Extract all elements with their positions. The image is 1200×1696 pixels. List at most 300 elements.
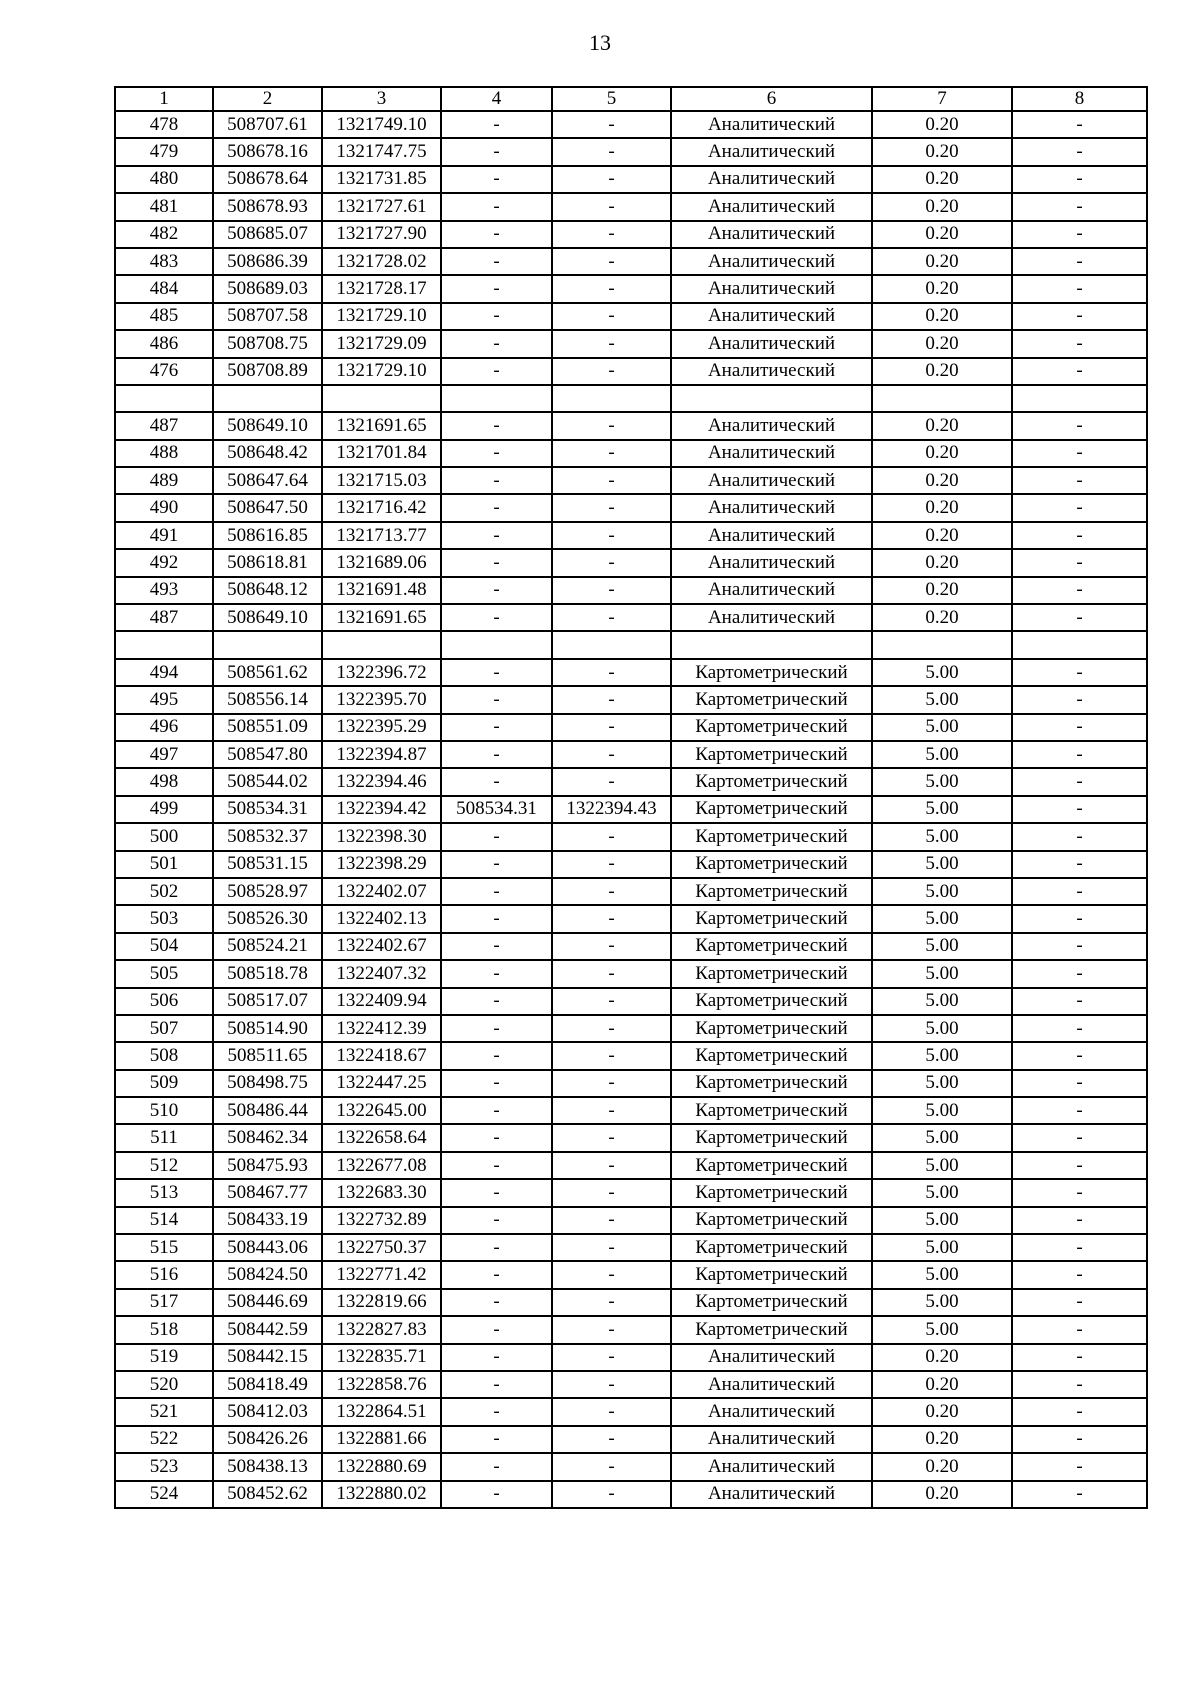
table-cell-col-6: Картометрический (671, 1097, 872, 1124)
table-cell-col-6: Картометрический (671, 1042, 872, 1069)
table-cell-col-6: Аналитический (671, 248, 872, 275)
table-cell-col-6: Картометрический (671, 1015, 872, 1042)
table-cell-col-2: 508551.09 (213, 714, 322, 741)
table-cell-col-3: 1321715.03 (322, 467, 441, 494)
table-cell-col-4: - (441, 1426, 552, 1453)
table-cell-col-8: - (1012, 659, 1147, 686)
table-row (115, 248, 1147, 275)
table-cell-col-8: - (1012, 960, 1147, 987)
column-header-4: 4 (441, 87, 552, 111)
table-cell-col-8: - (1012, 604, 1147, 631)
table-cell-col-5: - (552, 275, 671, 302)
table-cell-col-7 (872, 631, 1012, 658)
table-cell-col-7: 5.00 (872, 1070, 1012, 1097)
table-cell-col-2: 508442.15 (213, 1344, 322, 1371)
table-row (115, 686, 1147, 713)
table-cell-col-7: 0.20 (872, 522, 1012, 549)
table-cell-col-5: - (552, 604, 671, 631)
table-cell-col-4: - (441, 1097, 552, 1124)
table-cell-col-4: - (441, 111, 552, 138)
table-cell-col-3: 1322394.42 (322, 796, 441, 823)
table-cell-col-7: 0.20 (872, 166, 1012, 193)
table-cell-col-2: 508446.69 (213, 1289, 322, 1316)
table-cell-col-4: - (441, 714, 552, 741)
table-cell-col-2: 508528.97 (213, 878, 322, 905)
table-cell-col-8: - (1012, 412, 1147, 439)
column-header-6: 6 (671, 87, 872, 111)
table-cell-col-2: 508547.80 (213, 741, 322, 768)
table-cell-col-7: 5.00 (872, 851, 1012, 878)
coordinates-table (114, 86, 1148, 1509)
table-cell-col-2: 508511.65 (213, 1042, 322, 1069)
table-cell-col-8: - (1012, 494, 1147, 521)
table-row (115, 1316, 1147, 1343)
table-row (115, 303, 1147, 330)
table-cell-col-1: 480 (115, 166, 213, 193)
table-cell-col-4: - (441, 988, 552, 1015)
table-cell-col-5: - (552, 111, 671, 138)
table-cell-col-8: - (1012, 549, 1147, 576)
table-cell-col-7: 5.00 (872, 1289, 1012, 1316)
table-row (115, 741, 1147, 768)
table-cell-col-2: 508707.61 (213, 111, 322, 138)
table-cell-col-7: 5.00 (872, 686, 1012, 713)
table-cell-col-7: 5.00 (872, 933, 1012, 960)
table-cell-col-6: Картометрический (671, 714, 872, 741)
table-cell-col-3: 1322398.29 (322, 851, 441, 878)
table-cell-col-5: - (552, 1316, 671, 1343)
table-row (115, 1344, 1147, 1371)
table-cell-col-5: - (552, 1124, 671, 1151)
table-cell-col-1: 491 (115, 522, 213, 549)
table-cell-col-3: 1321729.10 (322, 358, 441, 385)
table-row (115, 221, 1147, 248)
table-cell-col-5 (552, 631, 671, 658)
table-cell-col-7: 5.00 (872, 741, 1012, 768)
table-cell-col-7: 0.20 (872, 303, 1012, 330)
table-row (115, 577, 1147, 604)
table-cell-col-5: - (552, 1289, 671, 1316)
table-cell-col-6: Аналитический (671, 1426, 872, 1453)
table-cell-col-5: - (552, 1344, 671, 1371)
table-cell-col-5: - (552, 1152, 671, 1179)
table-cell-col-8: - (1012, 878, 1147, 905)
table-cell-col-1: 505 (115, 960, 213, 987)
table-cell-col-3: 1322394.46 (322, 768, 441, 795)
table-cell-col-5: - (552, 1426, 671, 1453)
table-cell-col-6: Картометрический (671, 1234, 872, 1261)
table-cell-col-4: - (441, 741, 552, 768)
table-cell-col-6: Аналитический (671, 221, 872, 248)
table-row (115, 1207, 1147, 1234)
table-row (115, 1371, 1147, 1398)
table-cell-col-4: - (441, 358, 552, 385)
table-cell-col-4: - (441, 1344, 552, 1371)
table-cell-col-7: 5.00 (872, 1042, 1012, 1069)
table-cell-col-6: Аналитический (671, 303, 872, 330)
table-cell-col-3: 1321727.90 (322, 221, 441, 248)
table-cell-col-5: - (552, 303, 671, 330)
table-row (115, 467, 1147, 494)
table-cell-col-3 (322, 631, 441, 658)
table-cell-col-4: - (441, 686, 552, 713)
table-cell-col-6: Картометрический (671, 1070, 872, 1097)
table-row (115, 549, 1147, 576)
table-cell-col-4: - (441, 604, 552, 631)
table-row (115, 905, 1147, 932)
table-cell-col-3: 1322683.30 (322, 1179, 441, 1206)
table-row (115, 522, 1147, 549)
table-cell-col-3: 1322402.13 (322, 905, 441, 932)
table-row (115, 1097, 1147, 1124)
table-cell-col-4: - (441, 823, 552, 850)
table-cell-col-5: - (552, 1070, 671, 1097)
table-cell-col-1: 521 (115, 1398, 213, 1425)
table-cell-col-6: Аналитический (671, 358, 872, 385)
table-cell-col-8: - (1012, 1124, 1147, 1151)
table-row (115, 1234, 1147, 1261)
table-row (115, 960, 1147, 987)
table-cell-col-7: 5.00 (872, 1261, 1012, 1288)
table-cell-col-3: 1321689.06 (322, 549, 441, 576)
table-cell-col-1: 513 (115, 1179, 213, 1206)
table-cell-col-4 (441, 385, 552, 412)
table-cell-col-3: 1321691.65 (322, 604, 441, 631)
table-cell-col-4: - (441, 878, 552, 905)
table-cell-col-3: 1322645.00 (322, 1097, 441, 1124)
table-cell-col-2: 508531.15 (213, 851, 322, 878)
table-cell-col-2: 508561.62 (213, 659, 322, 686)
table-cell-col-2 (213, 385, 322, 412)
table-cell-col-7: 0.20 (872, 412, 1012, 439)
table-cell-col-7: 5.00 (872, 1234, 1012, 1261)
table-cell-col-8: - (1012, 988, 1147, 1015)
table-cell-col-8 (1012, 631, 1147, 658)
table-cell-col-8: - (1012, 1426, 1147, 1453)
table-cell-col-7: 5.00 (872, 905, 1012, 932)
table-cell-col-8: - (1012, 905, 1147, 932)
table-cell-col-2: 508678.64 (213, 166, 322, 193)
table-cell-col-5: - (552, 193, 671, 220)
table-cell-col-7: 0.20 (872, 549, 1012, 576)
table-cell-col-7: 5.00 (872, 1152, 1012, 1179)
table-cell-col-4: - (441, 1289, 552, 1316)
table-cell-col-5: - (552, 988, 671, 1015)
table-cell-col-5: - (552, 741, 671, 768)
table-cell-col-6: Аналитический (671, 412, 872, 439)
table-cell-col-6: Аналитический (671, 549, 872, 576)
table-row (115, 988, 1147, 1015)
table-cell-col-7: 0.20 (872, 1398, 1012, 1425)
table-cell-col-1: 488 (115, 440, 213, 467)
table-cell-col-4 (441, 631, 552, 658)
table-cell-col-1: 515 (115, 1234, 213, 1261)
table-cell-col-7: 0.20 (872, 440, 1012, 467)
table-cell-col-5: - (552, 933, 671, 960)
table-cell-col-1: 490 (115, 494, 213, 521)
table-cell-col-2: 508452.62 (213, 1481, 322, 1508)
table-cell-col-6: Аналитический (671, 1371, 872, 1398)
table-cell-col-1 (115, 385, 213, 412)
table-cell-col-7: 0.20 (872, 111, 1012, 138)
table-cell-col-8: - (1012, 1481, 1147, 1508)
table-cell-col-7: 5.00 (872, 1015, 1012, 1042)
table-cell-col-4: - (441, 330, 552, 357)
table-cell-col-2: 508689.03 (213, 275, 322, 302)
table-cell-col-2: 508678.16 (213, 138, 322, 165)
table-cell-col-1: 510 (115, 1097, 213, 1124)
table-cell-col-8: - (1012, 741, 1147, 768)
table-cell-col-2: 508647.64 (213, 467, 322, 494)
table-cell-col-3: 1322819.66 (322, 1289, 441, 1316)
table-cell-col-2: 508517.07 (213, 988, 322, 1015)
table-cell-col-2: 508686.39 (213, 248, 322, 275)
table-cell-col-6: Картометрический (671, 796, 872, 823)
table-cell-col-5: - (552, 1481, 671, 1508)
table-row (115, 494, 1147, 521)
table-cell-col-3: 1322412.39 (322, 1015, 441, 1042)
table-row (115, 1481, 1147, 1508)
table-row (115, 440, 1147, 467)
table-cell-col-2: 508443.06 (213, 1234, 322, 1261)
table-cell-col-2: 508424.50 (213, 1261, 322, 1288)
table-cell-col-8: - (1012, 1398, 1147, 1425)
table-cell-col-8: - (1012, 522, 1147, 549)
table-cell-col-3: 1321713.77 (322, 522, 441, 549)
table-cell-col-8: - (1012, 358, 1147, 385)
table-cell-col-1: 479 (115, 138, 213, 165)
table-cell-col-1: 524 (115, 1481, 213, 1508)
table-cell-col-4: - (441, 166, 552, 193)
table-cell-col-6: Аналитический (671, 275, 872, 302)
table-row (115, 604, 1147, 631)
table-cell-col-1: 478 (115, 111, 213, 138)
table-cell-col-8: - (1012, 933, 1147, 960)
table-cell-col-6: Картометрический (671, 1124, 872, 1151)
table-cell-col-1: 506 (115, 988, 213, 1015)
table-cell-col-7: 5.00 (872, 1124, 1012, 1151)
table-cell-col-3: 1321729.09 (322, 330, 441, 357)
header-row (115, 87, 1147, 111)
table-cell-col-4: - (441, 1124, 552, 1151)
table-cell-col-6 (671, 631, 872, 658)
table-cell-col-3: 1321729.10 (322, 303, 441, 330)
table-row (115, 768, 1147, 795)
table-cell-col-6: Картометрический (671, 1179, 872, 1206)
table-cell-col-5: - (552, 1179, 671, 1206)
table-cell-col-2: 508467.77 (213, 1179, 322, 1206)
table-cell-col-3: 1322732.89 (322, 1207, 441, 1234)
table-cell-col-6 (671, 385, 872, 412)
table-cell-col-4: - (441, 549, 552, 576)
table-cell-col-7 (872, 385, 1012, 412)
table-cell-col-8: - (1012, 1097, 1147, 1124)
table-row (115, 1152, 1147, 1179)
table-cell-col-6: Аналитический (671, 577, 872, 604)
table-cell-col-2: 508678.93 (213, 193, 322, 220)
table-cell-col-7: 0.20 (872, 275, 1012, 302)
table-cell-col-2: 508616.85 (213, 522, 322, 549)
table-cell-col-8: - (1012, 1015, 1147, 1042)
table-cell-col-7: 5.00 (872, 659, 1012, 686)
table-cell-col-5: - (552, 686, 671, 713)
table-cell-col-1: 519 (115, 1344, 213, 1371)
table-cell-col-5: - (552, 494, 671, 521)
table-cell-col-7: 5.00 (872, 1207, 1012, 1234)
table-cell-col-8: - (1012, 303, 1147, 330)
table-cell-col-3: 1322409.94 (322, 988, 441, 1015)
table-cell-col-1: 493 (115, 577, 213, 604)
table-cell-col-3: 1321701.84 (322, 440, 441, 467)
table-cell-col-8: - (1012, 1261, 1147, 1288)
table-cell-col-2: 508618.81 (213, 549, 322, 576)
table-cell-col-5: - (552, 1398, 671, 1425)
table-cell-col-5: - (552, 851, 671, 878)
table-row (115, 193, 1147, 220)
table-cell-col-7: 5.00 (872, 823, 1012, 850)
table-cell-col-8: - (1012, 1042, 1147, 1069)
table-cell-col-1: 482 (115, 221, 213, 248)
table-row (115, 358, 1147, 385)
table-cell-col-6: Аналитический (671, 138, 872, 165)
table-cell-col-2: 508514.90 (213, 1015, 322, 1042)
table-cell-col-4: - (441, 659, 552, 686)
table-cell-col-2: 508708.89 (213, 358, 322, 385)
table-cell-col-6: Картометрический (671, 741, 872, 768)
table-cell-col-3: 1322394.87 (322, 741, 441, 768)
table-cell-col-3: 1322418.67 (322, 1042, 441, 1069)
table-cell-col-3: 1322880.69 (322, 1453, 441, 1480)
table-cell-col-8: - (1012, 330, 1147, 357)
table-row (115, 166, 1147, 193)
table-cell-col-1: 516 (115, 1261, 213, 1288)
table-cell-col-7: 0.20 (872, 358, 1012, 385)
table-cell-col-6: Картометрический (671, 878, 872, 905)
table-cell-col-5: - (552, 1234, 671, 1261)
table-cell-col-1: 502 (115, 878, 213, 905)
table-cell-col-2: 508438.13 (213, 1453, 322, 1480)
table-cell-col-2: 508708.75 (213, 330, 322, 357)
table-cell-col-5: - (552, 659, 671, 686)
table-cell-col-4: - (441, 275, 552, 302)
table-cell-col-1: 496 (115, 714, 213, 741)
table-row (115, 878, 1147, 905)
table-cell-col-3: 1322402.67 (322, 933, 441, 960)
table-cell-col-6: Картометрический (671, 686, 872, 713)
table-cell-col-7: 5.00 (872, 1097, 1012, 1124)
table-cell-col-2: 508524.21 (213, 933, 322, 960)
table-cell-col-3: 1322395.70 (322, 686, 441, 713)
table-cell-col-3: 1322398.30 (322, 823, 441, 850)
table-cell-col-8: - (1012, 768, 1147, 795)
table-cell-col-1: 508 (115, 1042, 213, 1069)
table-cell-col-3: 1321728.17 (322, 275, 441, 302)
table-cell-col-6: Аналитический (671, 1398, 872, 1425)
table-cell-col-2: 508433.19 (213, 1207, 322, 1234)
table-cell-col-5: - (552, 1042, 671, 1069)
table-row (115, 851, 1147, 878)
table-cell-col-8: - (1012, 1344, 1147, 1371)
table-cell-col-1 (115, 631, 213, 658)
table-cell-col-1: 518 (115, 1316, 213, 1343)
table-cell-col-5: - (552, 1207, 671, 1234)
table-row (115, 138, 1147, 165)
table-header (115, 87, 1147, 111)
table-cell-col-4: - (441, 221, 552, 248)
table-cell-col-3: 1321716.42 (322, 494, 441, 521)
table-cell-col-6: Картометрический (671, 1289, 872, 1316)
table-cell-col-3: 1322864.51 (322, 1398, 441, 1425)
table-body (115, 111, 1147, 1508)
table-row (115, 933, 1147, 960)
table-cell-col-4: - (441, 522, 552, 549)
table-cell-col-3: 1321747.75 (322, 138, 441, 165)
table-row (115, 714, 1147, 741)
table-cell-col-4: - (441, 1152, 552, 1179)
table-cell-col-8: - (1012, 111, 1147, 138)
table-cell-col-7: 5.00 (872, 796, 1012, 823)
table-cell-col-7: 0.20 (872, 138, 1012, 165)
table-row (115, 1015, 1147, 1042)
table-cell-col-3: 1321749.10 (322, 111, 441, 138)
table-cell-col-7: 0.20 (872, 1344, 1012, 1371)
table-cell-col-1: 487 (115, 604, 213, 631)
page-number: 13 (589, 30, 611, 55)
table-cell-col-7: 0.20 (872, 467, 1012, 494)
table-cell-col-4: - (441, 1261, 552, 1288)
table-cell-col-4: - (441, 248, 552, 275)
table-cell-col-6: Картометрический (671, 768, 872, 795)
table-cell-col-8: - (1012, 1070, 1147, 1097)
table-cell-col-3: 1321728.02 (322, 248, 441, 275)
table-cell-col-6: Аналитический (671, 440, 872, 467)
table-row (115, 1398, 1147, 1425)
table-cell-col-5: - (552, 878, 671, 905)
table-cell-col-4: - (441, 1371, 552, 1398)
table-cell-col-5: 1322394.43 (552, 796, 671, 823)
table-row (115, 1453, 1147, 1480)
column-header-2: 2 (213, 87, 322, 111)
table-cell-col-7: 0.20 (872, 494, 1012, 521)
table-cell-col-4: - (441, 1179, 552, 1206)
table-cell-col-6: Картометрический (671, 988, 872, 1015)
table-cell-col-4: - (441, 1398, 552, 1425)
table-cell-col-1: 514 (115, 1207, 213, 1234)
table-cell-col-1: 476 (115, 358, 213, 385)
table-cell-col-6: Картометрический (671, 933, 872, 960)
table-cell-col-2: 508518.78 (213, 960, 322, 987)
table-cell-col-6: Аналитический (671, 494, 872, 521)
table-cell-col-4: - (441, 412, 552, 439)
table-cell-col-5: - (552, 823, 671, 850)
table-cell-col-4: - (441, 1481, 552, 1508)
table-cell-col-3: 1322677.08 (322, 1152, 441, 1179)
table-cell-col-2: 508442.59 (213, 1316, 322, 1343)
table-cell-col-2: 508498.75 (213, 1070, 322, 1097)
table-cell-col-3: 1322835.71 (322, 1344, 441, 1371)
table-cell-col-8: - (1012, 193, 1147, 220)
table-cell-col-1: 503 (115, 905, 213, 932)
table-row (115, 1070, 1147, 1097)
table-cell-col-7: 5.00 (872, 1316, 1012, 1343)
table-cell-col-2: 508685.07 (213, 221, 322, 248)
table-cell-col-3: 1322658.64 (322, 1124, 441, 1151)
table-cell-col-2 (213, 631, 322, 658)
table-row (115, 1042, 1147, 1069)
table-cell-col-6: Картометрический (671, 823, 872, 850)
table-cell-col-3: 1322771.42 (322, 1261, 441, 1288)
table-cell-col-4: - (441, 1316, 552, 1343)
